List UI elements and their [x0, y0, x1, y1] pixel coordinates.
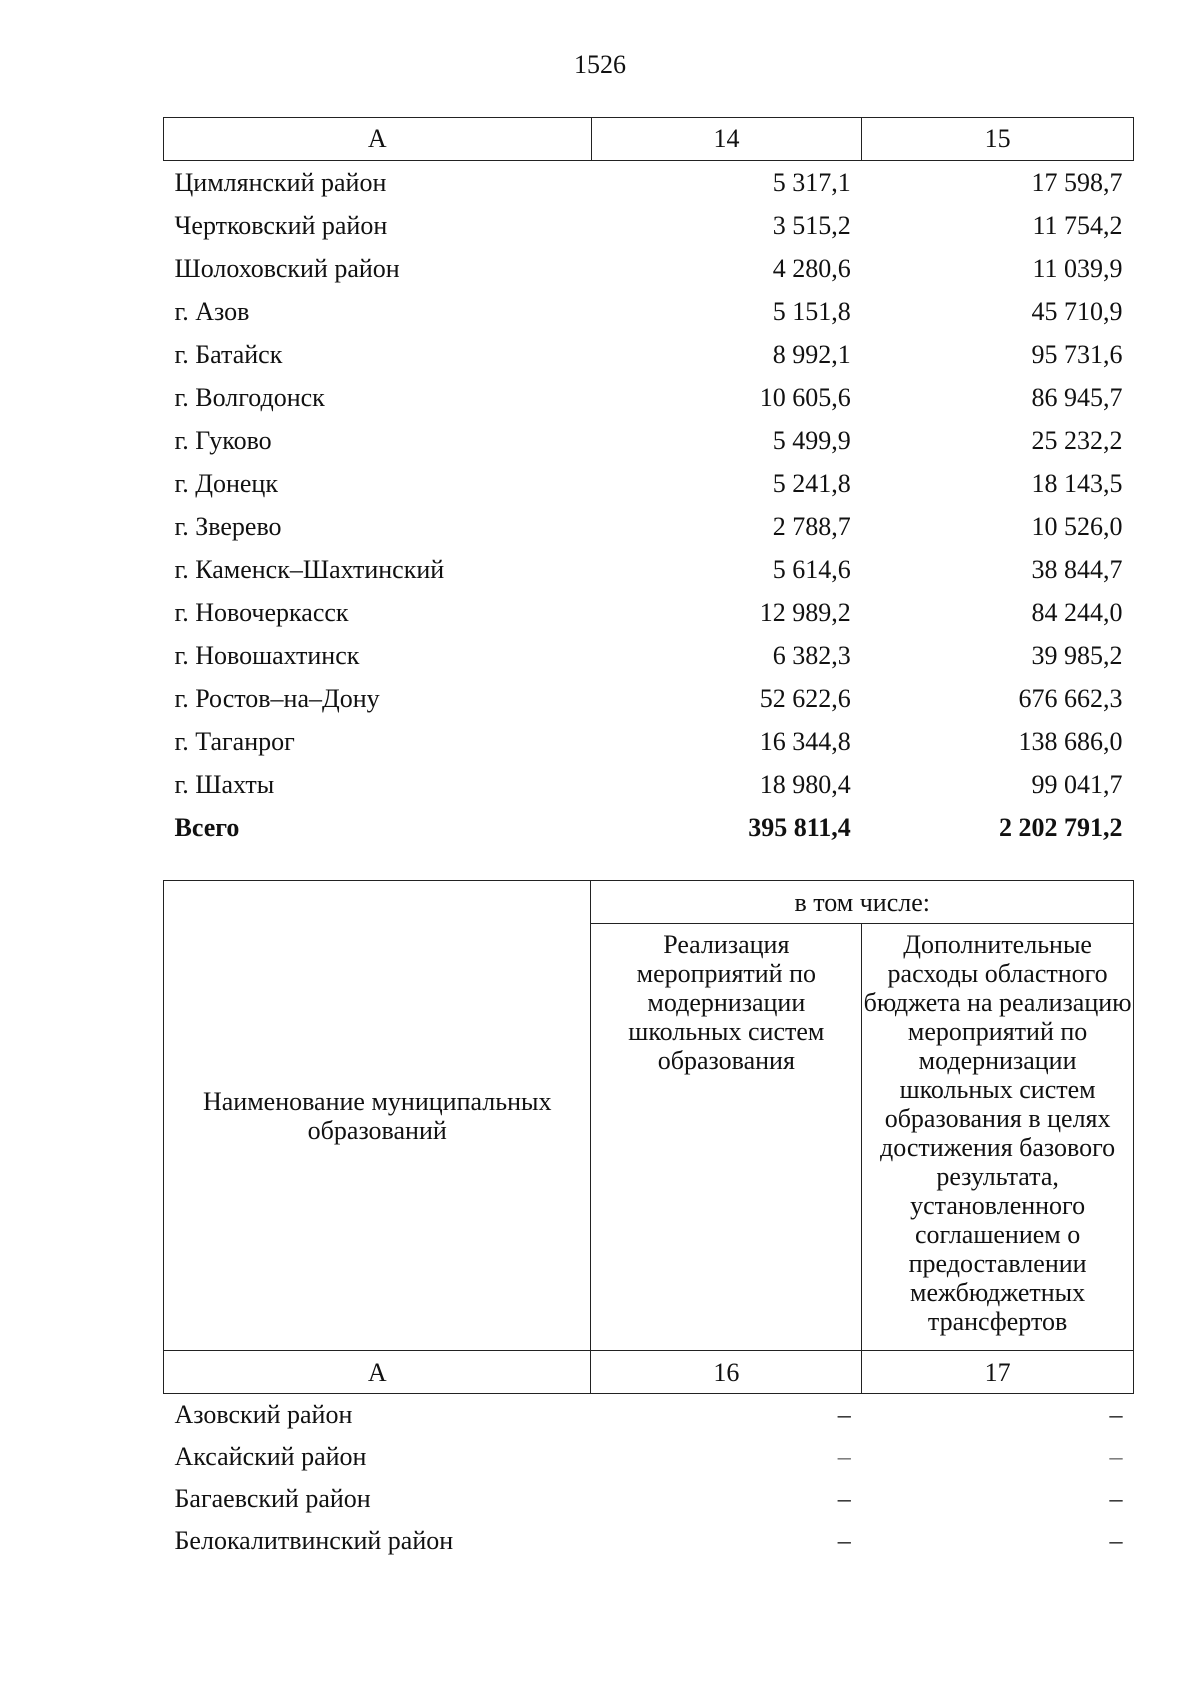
value-col-14: 18 980,4 — [759, 769, 851, 799]
index-cell-17: 17 — [862, 1351, 1134, 1394]
budget-table-cols-16-17 — [163, 880, 1134, 1562]
table-row — [164, 1520, 1134, 1562]
total-label: Всего — [174, 812, 240, 842]
municipality-name: Чертковский район — [174, 210, 388, 240]
header-cell-14: 14 — [591, 118, 862, 161]
value-col-15: 18 143,5 — [1031, 468, 1123, 498]
value-col-15: 11 754,2 — [1032, 210, 1123, 240]
value-col-14: 4 280,6 — [772, 253, 851, 283]
value-col-15: 38 844,7 — [1031, 554, 1123, 584]
budget-table-cols-14-15 — [163, 117, 1134, 849]
municipality-name: Аксайский район — [174, 1442, 367, 1471]
value-col-17: – — [1109, 1442, 1123, 1471]
table-row — [164, 634, 1134, 677]
table-row — [164, 548, 1134, 591]
value-col-15: 39 985,2 — [1031, 640, 1123, 670]
header-cell-a: А — [164, 118, 592, 161]
table-row — [164, 204, 1134, 247]
value-col-14: 16 344,8 — [759, 726, 851, 756]
municipality-name: г. Гуково — [174, 425, 272, 455]
table-row — [164, 419, 1134, 462]
value-col-17: – — [1109, 1484, 1123, 1513]
municipality-name: Цимлянский район — [174, 167, 387, 197]
municipality-name: г. Волгодонск — [174, 382, 325, 412]
table-row — [164, 290, 1134, 333]
value-col-14: 2 788,7 — [772, 511, 851, 541]
page-number: 1526 — [574, 50, 626, 79]
municipality-name: г. Азов — [174, 296, 250, 326]
header-col-17-description: Дополнительные расходы областного бюджета на реализацию мероприятий по модернизации школьных систем образования в целях достижения базового результата, установленного соглашением о предоставлении межбюджетных трансфертов — [862, 924, 1134, 1351]
value-col-17: – — [1109, 1400, 1123, 1429]
municipality-name: г. Ростов–на–Дону — [174, 683, 380, 713]
value-col-14: 5 499,9 — [772, 425, 851, 455]
municipality-name: Багаевский район — [174, 1484, 371, 1513]
value-col-16: – — [837, 1400, 851, 1429]
table-row — [164, 763, 1134, 806]
value-col-14: 6 382,3 — [772, 640, 851, 670]
value-col-14: 3 515,2 — [772, 210, 851, 240]
table-row — [164, 247, 1134, 290]
index-cell-a: А — [164, 1351, 591, 1394]
table-row — [164, 1394, 1134, 1437]
table-row — [164, 677, 1134, 720]
table-header-row — [164, 118, 1134, 161]
table-row — [164, 333, 1134, 376]
value-col-15: 17 598,7 — [1031, 167, 1123, 197]
value-col-14: 10 605,6 — [759, 382, 851, 412]
value-col-15: 95 731,6 — [1031, 339, 1123, 369]
header-cell-15: 15 — [862, 118, 1134, 161]
table-row — [164, 462, 1134, 505]
value-col-14: 5 317,1 — [772, 167, 851, 197]
total-row — [164, 806, 1134, 849]
value-col-16: – — [837, 1484, 851, 1513]
municipality-name: г. Шахты — [174, 769, 275, 799]
municipality-name: г. Зверево — [174, 511, 282, 541]
table-row — [164, 720, 1134, 763]
value-col-14: 12 989,2 — [759, 597, 851, 627]
municipality-name: г. Новочеркасск — [174, 597, 349, 627]
municipality-name: г. Каменск–Шахтинский — [174, 554, 445, 584]
total-col-14: 395 811,4 — [748, 812, 851, 842]
value-col-17: – — [1109, 1526, 1123, 1555]
value-col-14: 5 151,8 — [772, 296, 851, 326]
value-col-15: 11 039,9 — [1032, 253, 1123, 283]
municipality-name: Азовский район — [174, 1400, 353, 1429]
header-including-group: в том числе: — [591, 881, 1134, 924]
municipality-name: г. Новошахтинск — [174, 640, 360, 670]
header-col-16-description: Реализация мероприятий по модернизации школьных систем образования — [591, 924, 862, 1351]
value-col-14: 52 622,6 — [759, 683, 851, 713]
table-row — [164, 376, 1134, 419]
municipality-name: Белокалитвинский район — [174, 1526, 454, 1555]
value-col-15: 25 232,2 — [1031, 425, 1123, 455]
table-row — [164, 161, 1134, 205]
table-row — [164, 591, 1134, 634]
value-col-15: 86 945,7 — [1031, 382, 1123, 412]
municipality-name: Шолоховский район — [174, 253, 400, 283]
value-col-15: 10 526,0 — [1031, 511, 1123, 541]
header-municipality-name: Наименование муниципальных образований — [164, 881, 591, 1351]
table-row — [164, 1478, 1134, 1520]
municipality-name: г. Батайск — [174, 339, 283, 369]
table-row — [164, 505, 1134, 548]
municipality-name: г. Таганрог — [174, 726, 295, 756]
table-row — [164, 1436, 1134, 1478]
value-col-14: 5 241,8 — [772, 468, 851, 498]
index-cell-16: 16 — [591, 1351, 862, 1394]
value-col-15: 99 041,7 — [1031, 769, 1123, 799]
table-index-row — [164, 1351, 1134, 1394]
value-col-15: 676 662,3 — [1018, 683, 1123, 713]
value-col-14: 5 614,6 — [772, 554, 851, 584]
municipality-name: г. Донецк — [174, 468, 278, 498]
value-col-15: 84 244,0 — [1031, 597, 1123, 627]
value-col-14: 8 992,1 — [772, 339, 851, 369]
value-col-16: – — [837, 1442, 851, 1471]
value-col-16: – — [837, 1526, 851, 1555]
total-col-15: 2 202 791,2 — [999, 812, 1123, 842]
value-col-15: 138 686,0 — [1018, 726, 1123, 756]
value-col-15: 45 710,9 — [1031, 296, 1123, 326]
